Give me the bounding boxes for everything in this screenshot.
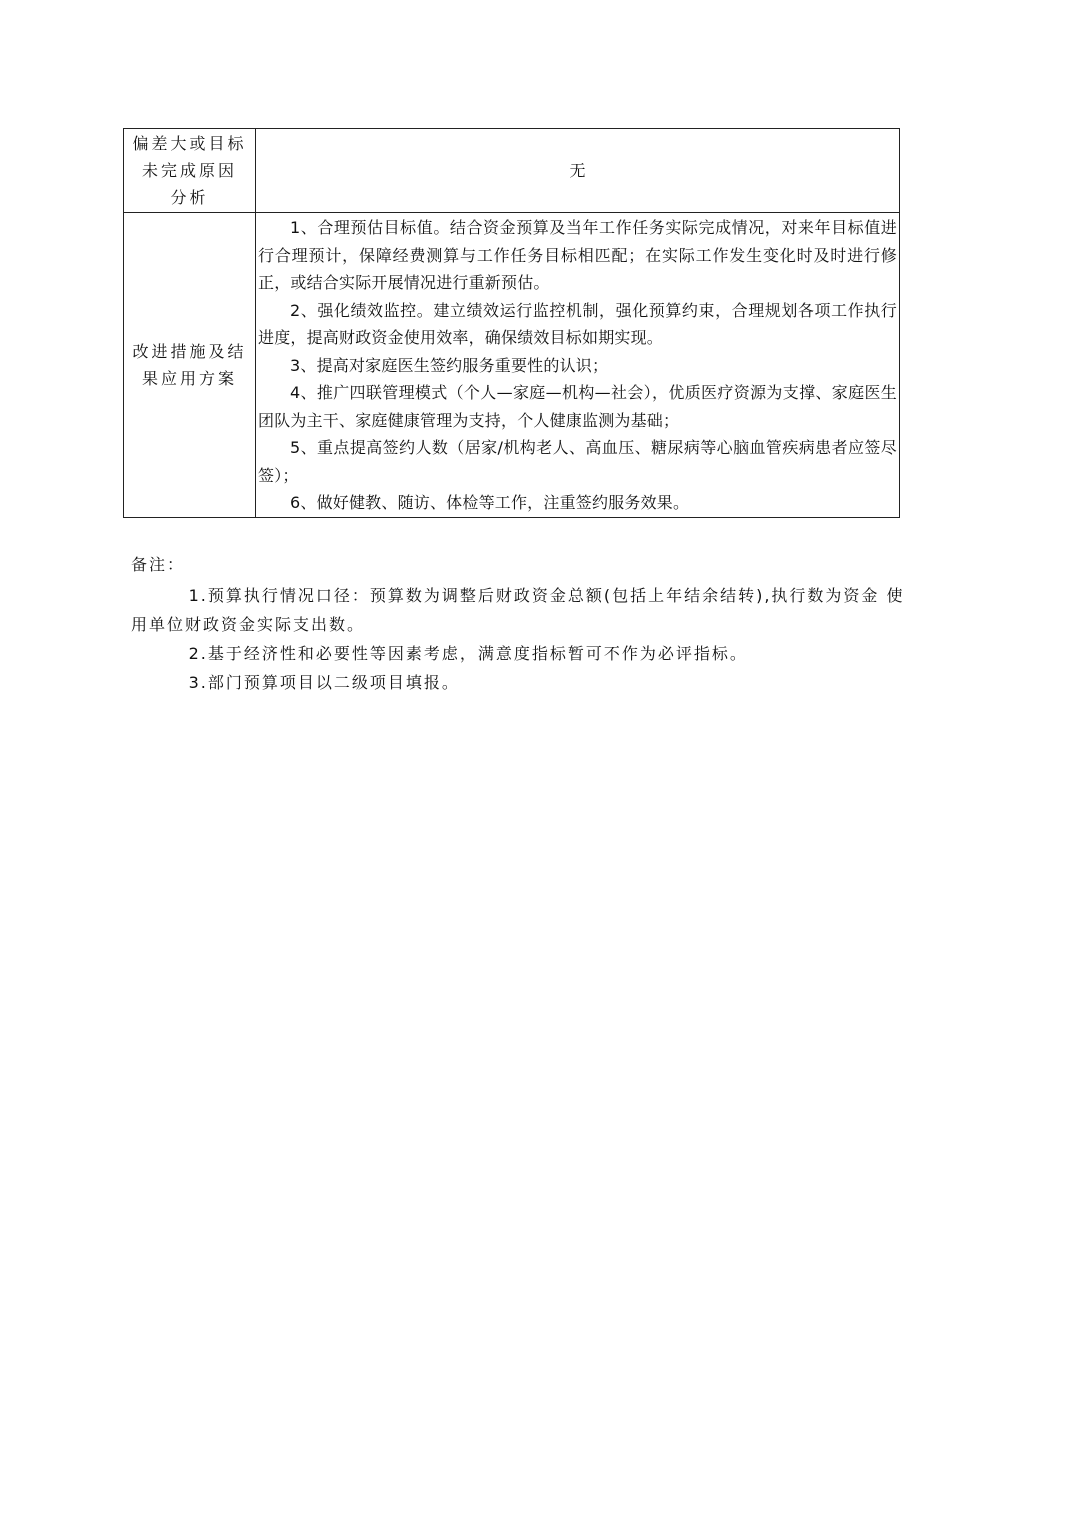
notes-title: 备注： bbox=[131, 555, 186, 574]
notes-section bbox=[131, 550, 911, 697]
measure-item: 5、重点提高签约人数（居家/机构老人、高血压、糖尿病等心脑血管疾病患者应签尽签）； bbox=[258, 438, 897, 485]
label-line: 改进措施及结 bbox=[132, 341, 247, 361]
improvement-label bbox=[124, 213, 256, 518]
label-line: 偏差大或目标 bbox=[132, 134, 247, 153]
measure-item: 4、推广四联管理模式（个人—家庭—机构—社会），优质医疗资源为支撑、家庭医生团队为主干、家庭健康管理为支持，个人健康监测为基础； bbox=[258, 383, 897, 430]
measure-item: 3、提高对家庭医生签约服务重要性的认识； bbox=[290, 355, 609, 375]
note-item: 2.基于经济性和必要性等因素考虑，满意度指标暂可不作为必评指标。 bbox=[188, 644, 748, 663]
performance-table bbox=[123, 128, 900, 518]
label-line: 未完成原因 bbox=[141, 161, 237, 180]
improvement-measures bbox=[256, 213, 900, 518]
label-line: 果应用方案 bbox=[141, 368, 237, 388]
note-item: 1.预算执行情况口径：预算数为调整后财政资金总额(包括上年结余结转),执行数为资金 使用单位财政资金实际支出数。 bbox=[131, 586, 905, 634]
measure-item: 2、强化绩效监控。建立绩效运行监控机制，强化预算约束，合理规划各项工作执行进度，提高财政资金使用效率，确保绩效目标如期实现。 bbox=[258, 300, 897, 347]
note-item: 3.部门预算项目以二级项目填报。 bbox=[188, 673, 460, 692]
measure-item: 6、做好健教、随访、体检等工作，注重签约服务效果。 bbox=[290, 493, 690, 512]
deviation-row bbox=[124, 129, 900, 213]
label-line: 分析 bbox=[170, 188, 209, 207]
deviation-label bbox=[124, 129, 256, 213]
deviation-value: 无 bbox=[256, 129, 900, 213]
measure-item: 1、合理预估目标值。结合资金预算及当年工作任务实际完成情况，对来年目标值进行合理预计，保障经费测算与工作任务目标相匹配；在实际工作发生变化时及时进行修正，或结合实际开展情况进行重新预估。 bbox=[258, 218, 897, 292]
improvement-row bbox=[124, 213, 900, 518]
